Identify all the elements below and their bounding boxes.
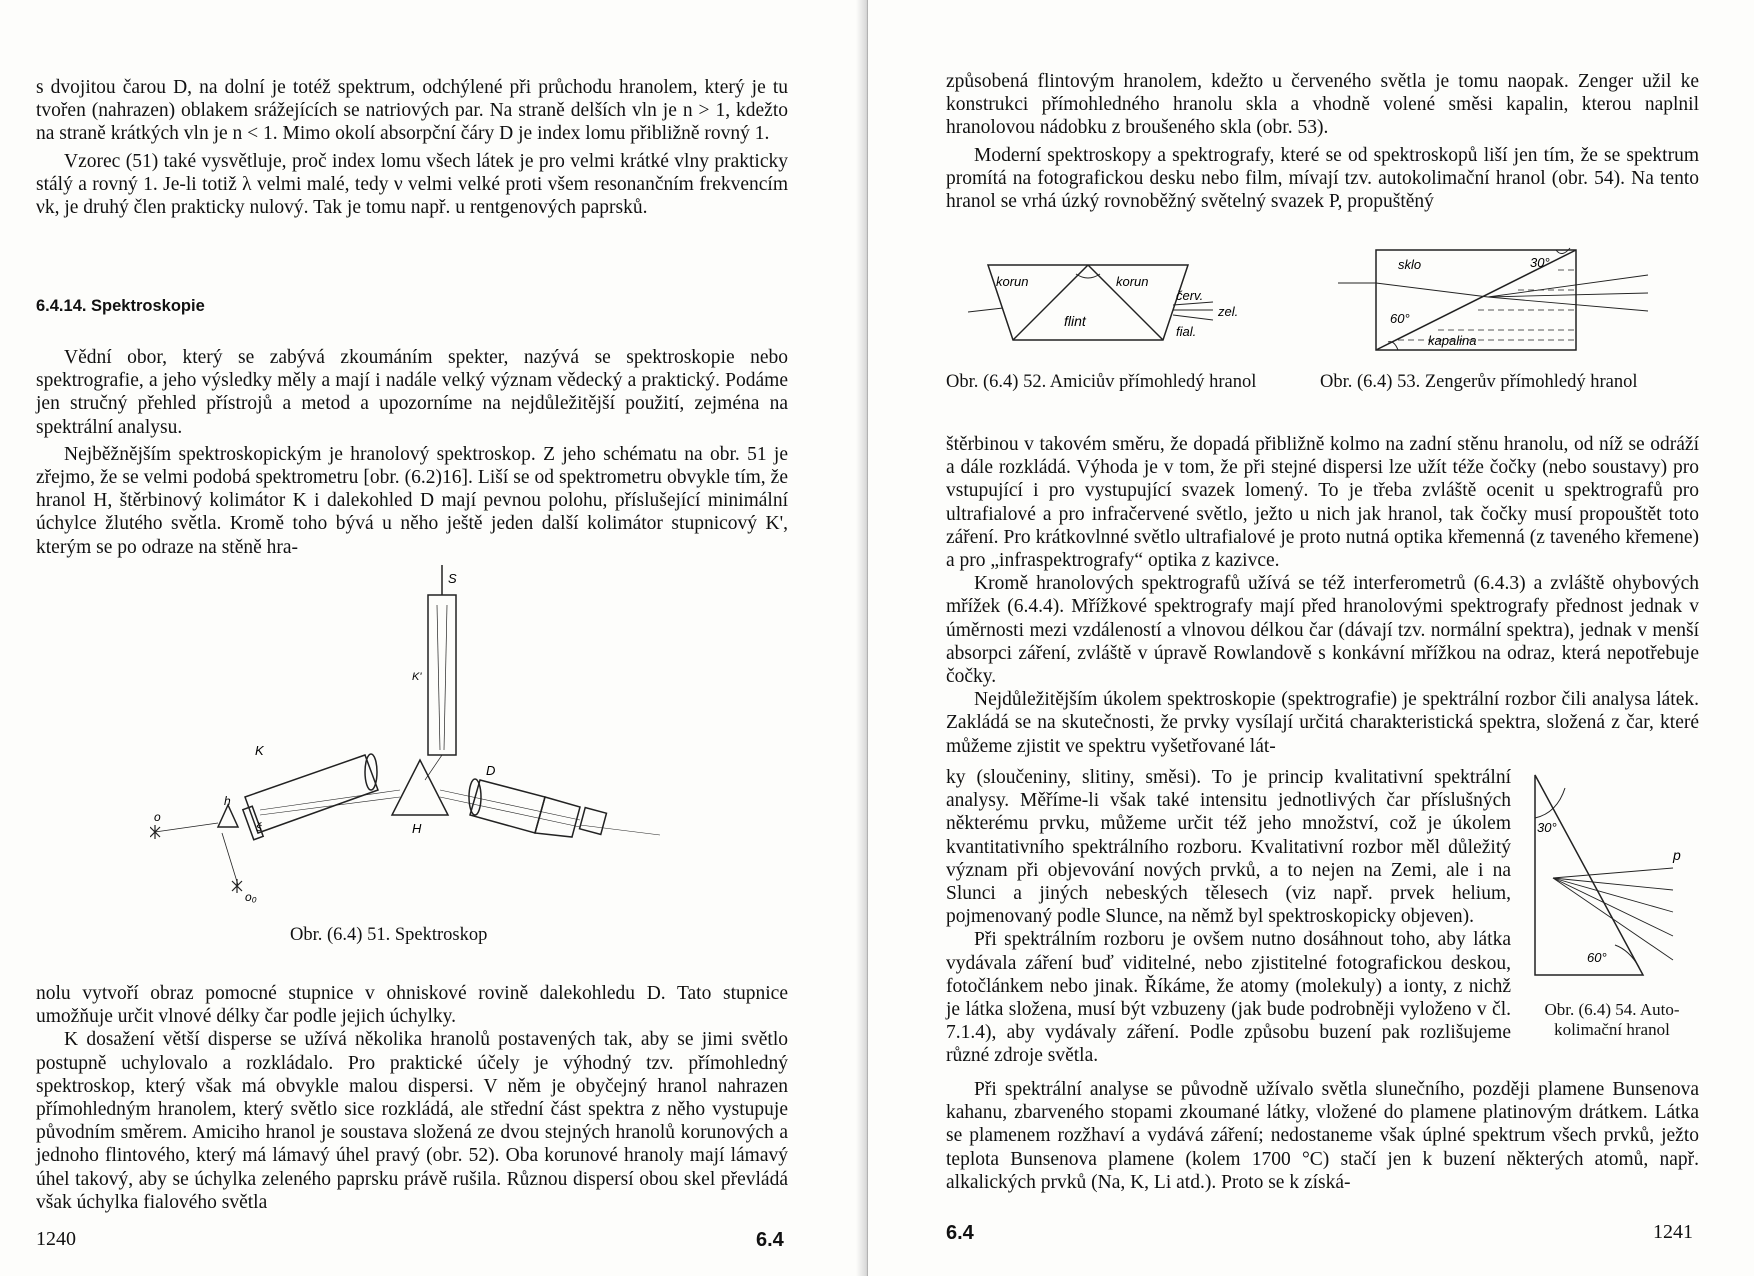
right-paragraph-7: Při spektrální analyse se původně užívalo světla slunečního, později plamene Bunsenova kahanu, zbarveného stopami zkoumané látky, vložené do plamene platinovým drátkem. Látka se plamenem rozžhaví a vydává záření; nedostaneme však úplné spektrum všech prvků, ježto teplota Bunsenova plamene (kolem 1700 °C) stačí jen k buzení některých atomů, např. alkalických prvků (Na, K, Li atd.). Proto se k získá-: [946, 1079, 1699, 1193]
right-page: [868, 0, 1754, 1276]
figure-53-zenger-prism: [1338, 245, 1658, 360]
left-paragraph-3: Vědní obor, který se zabývá zkoumáním spekter, nazývá se spektroskopie nebo spektrografie, a jeho výsledky měly a mají i nadále velký význam vědecký a praktický. Podáme jen stručný přehled přístrojů a metod a upozorníme na nejdůležitější použití, zejména na spektrální analysu.: [36, 347, 788, 438]
right-paragraph-6: Při spektrálním rozboru je ovšem nutno dosáhnout toho, aby látka vydávala záření buď viditelné, nebo zjistitelné fotografickou deskou, fotočlánkem nebo jinak. Říkáme, že atomy (molekuly) a ionty, z nichž je látka složena, musí být vzbuzeny (jak bude podrobněji vyloženo v čl. 7.1.4), aby vydávaly záření. Podle způsobu buzení pak rozlišujeme různé zdroje světla.: [946, 929, 1511, 1067]
right-paragraph-5-full: Nejdůležitějším úkolem spektroskopie (spektrografie) je spektrální rozbor čili analysa látek. Zakládá se na skutečnosti, že prvky vysílají určitá charakteristická spektra, složená z čar, které můžeme zjistit ve spektru vyšetřované lát-: [946, 689, 1699, 757]
label-h: H: [412, 821, 422, 836]
right-top-text: [946, 70, 1699, 213]
figure-54-caption: [1528, 1000, 1696, 1040]
figure-51-spectroscope: [150, 565, 660, 905]
left-paragraph-2: Vzorec (51) také vysvětluje, proč index lomu všech látek je pro velmi krátké vlny prakticky stálý a rovný 1. Je-li totiž λ velmi malé, tedy ν velmi velké proti všem resonančním frekvencím νk, je druhý člen prakticky nulový. Tak je tomu např. u rentgenových paprsků.: [36, 150, 788, 219]
label-slit: š: [256, 820, 262, 834]
label-o: o: [154, 810, 161, 824]
amici-prism-diagram: [968, 260, 1268, 360]
left-page-number: 1240: [36, 1228, 76, 1250]
left-middle-text: [36, 346, 788, 559]
right-middle-text: [946, 433, 1699, 758]
label-d: D: [486, 763, 496, 778]
label-p: p: [1673, 847, 1681, 863]
left-paragraph-6: K dosažení větší disperse se užívá několika hranolů postavených tak, aby se jimi světlo postupně uchylovalo a rozkládalo. Pro praktické účely je výhodný tzv. přímohledný spektroskop, který však má obvykle malou dispersi. V něm je obyčejný hranol nahrazen přímohledným hranolem, který světlo sice rozkládá, ale střední část spektra z něho vystupuje původním směrem. Amiciho hranol je soustava složená ze dvou stejných hranolů korunových a jednoho flintového, který má lámavý úhel pravý (obr. 52). Oba korunové hranoly mají lámavý úhel takový, aby se úchylka zeleného paprsku právě rušila. Různou dispersí obou skel převládá však úchylka fialového světla: [36, 1029, 788, 1213]
label-cerv: červ.: [1176, 288, 1204, 303]
figure-54-caption-line-2: kolimační hranol: [1554, 1020, 1670, 1039]
figure-54-caption-line-1: Obr. (6.4) 54. Auto-: [1544, 1000, 1680, 1019]
left-paragraph-4: Nejběžnějším spektroskopickým je hranolový spektroskop. Z jeho schématu na obr. 51 je zřejmo, že se velmi podobá spektrometru [obr. (6.2)16]. Liší se od spektrometru obvykle tím, že hranol H, štěrbinový kolimátor K i dalekohled D mají pevnou polohu, příslušející minimální úchylce žlutého světla. Kromě toho bývá u něho ještě jeden další kolimátor stupnicový K', kterým se po odraze na stěně hra-: [36, 443, 788, 558]
label-korun-left: korun: [996, 274, 1029, 289]
right-wrapped-text: [946, 766, 1511, 1068]
left-paragraph-1: s dvojitou čarou D, na dolní je totéž spektrum, odchýlené při průchodu hranolem, který je tu tvořen (nahrazen) oblakem srážejících se natriových par. Na straně delších vln je n > 1, kdežto na straně krátkých vln je n < 1. Mimo okolí absorpční čáry D je index lomu přibližně rovný 1.: [36, 77, 788, 145]
left-paragraph-5: nolu vytvoří obraz pomocné stupnice v ohniskové rovině dalekohledu D. Tato stupnice umožňuje určit vlnové délky čar podle jejich úchylky.: [36, 983, 788, 1028]
right-paragraph-4: Kromě hranolových spektrografů užívá se též interferometrů (6.4.3) a zvláště ohybových mřížek (6.4.4). Mřížkové spektrografy mají před hranolovými spektrografy přednost jednak v úměrnosti mezi vzdáleností a vlnovou délkou čar (dávají tzv. normální spektra), jednak v menší absorpci záření, zvláště v úpravě Rowlandově s konkávní mřížkou na odraz, která nepotřebuje čočky.: [946, 573, 1699, 688]
right-bottom-text: [946, 1078, 1699, 1194]
label-h-small: h: [224, 794, 231, 808]
right-paragraph-1: způsobená flintovým hranolem, kdežto u červeného světla je tomu naopak. Zenger užil ke konstrukci přímohledného hranolu skla a vhodně volené směsi kapalin, kterou naplnil hranolovou nádobku z broušeného skla (obr. 53).: [946, 71, 1699, 139]
label-angle-60: 60°: [1390, 311, 1410, 326]
figure-51-caption: Obr. (6.4) 51. Spektroskop: [290, 925, 488, 945]
right-paragraph-3: štěrbinou v takovém směru, že dopadá přibližně kolmo na zadní stěnu hranolu, od níž se odráží a dále rozkládá. Výhoda je v tom, že při stejné dispersi lze užít téže čočky (nebo soustavy) pro vstupující i pro vystupující svazek lomený. To je třeba zvláště ocenit u spektrografů pro ultrafialové a pro infračervené světlo, ježto u nich jak hranol, tak čočky musí propouštět toto záření. Pro krátkovlnné světlo ultrafialové je proto nutná optika křemenná (z taveného křemene) a pro „infraspektrografy“ optika z kazivce.: [946, 434, 1699, 572]
label-korun-right: korun: [1116, 274, 1149, 289]
right-section-mark: 6.4: [946, 1222, 974, 1244]
section-heading: 6.4.14. Spektroskopie: [36, 297, 205, 315]
left-section-mark: 6.4: [756, 1229, 784, 1251]
left-top-text: [36, 76, 788, 219]
spectroscope-diagram: [150, 565, 660, 905]
right-page-number: 1241: [1653, 1221, 1693, 1243]
right-paragraph-5-wrap: ky (sloučeniny, slitiny, směsi). To je princip kvalitativní spektrální analysy. Měříme-li však také intensitu jednotlivých čar příslušných některému prvku, můžeme určit též jeho množství, což je úkolem kvantitativního spektrálního rozboru. Kvalitativní rozbor měl důležitý význam při objevování nových prvků, a to nejen na Zemi, ale i na Slunci a jiných nebeských tělesech (viz např. prvek helium, pojmenovaný podle Slunce, na němž byl spektroskopicky objeven).: [946, 767, 1511, 928]
label-zel: zel.: [1218, 304, 1239, 319]
label-k-prime: K': [412, 671, 422, 683]
autocollimation-prism-diagram: [1523, 770, 1698, 985]
label-sklo: sklo: [1398, 257, 1422, 272]
figure-54-autocollimation-prism: [1523, 770, 1698, 985]
label-o0: o₀: [245, 890, 257, 904]
zenger-prism-diagram: [1338, 245, 1658, 360]
left-page: [0, 0, 868, 1276]
label-angle-30: 30°: [1537, 820, 1557, 835]
left-bottom-text: [36, 982, 788, 1214]
figure-52-amici-prism: [968, 260, 1268, 360]
label-k: K: [255, 743, 264, 758]
label-flint: flint: [1064, 313, 1086, 329]
figure-53-caption: Obr. (6.4) 53. Zengerův přímohledý hranol: [1320, 372, 1638, 392]
label-fial: fial.: [1176, 324, 1197, 339]
right-paragraph-2: Moderní spektroskopy a spektrografy, které se od spektroskopů liší jen tím, že se spektrum promítá na fotografickou desku nebo film, mívají tzv. autokolimační hranol (obr. 54). Na tento hranol se vrhá úzký rovnoběžný světelný svazek P, propuštěný: [946, 144, 1699, 213]
label-angle-60: 60°: [1587, 950, 1607, 965]
label-angle-30: 30°: [1530, 255, 1550, 270]
label-s: S: [448, 571, 457, 586]
figure-52-caption: Obr. (6.4) 52. Amiciův přímohledý hranol: [946, 372, 1257, 392]
label-kapalina: kapalina: [1428, 333, 1477, 348]
